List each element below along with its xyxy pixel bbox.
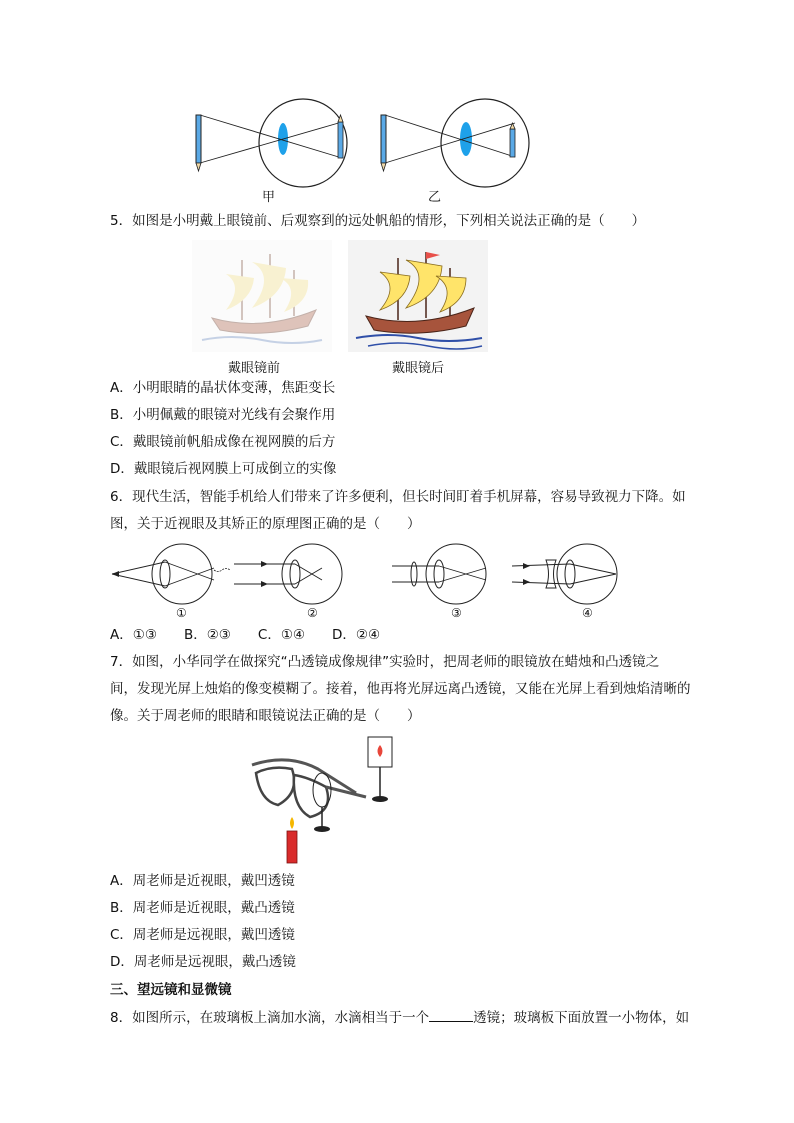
q6-stem-line1: 6．现代生活，智能手机给人们带来了许多便利，但长时间盯着手机屏幕，容易导致视力下降。如 [110,489,686,505]
q6-stem-line2: 图，关于近视眼及其矫正的原理图正确的是（ ） [110,516,421,532]
q7-option-a: A．周老师是近视眼，戴凹透镜 [110,873,295,889]
vision-diagrams [110,540,640,610]
q8-stem [110,1008,689,1028]
eye-b-label: 乙 [428,190,442,205]
diagram-label-4: ④ [582,606,593,620]
section-title: 三、望远镜和显微镜 [110,982,232,998]
ship-before-caption: 戴眼镜前 [228,361,281,376]
q6-options: A．①③ B．②③ C．①④ D．②④ [110,627,381,643]
q7-option-d: D．周老师是远视眼，戴凸透镜 [110,954,296,970]
q8-answer-blank[interactable] [429,1009,473,1022]
diagram-label-3: ③ [451,606,462,620]
q7-option-b: B．周老师是近视眼，戴凸透镜 [110,900,295,916]
diagram-label-2: ② [307,606,318,620]
diagram-label-1: ① [176,606,187,620]
q5-option-a: A．小明眼睛的晶状体变薄，焦距变长 [110,380,336,396]
eye-diagram-jia [190,95,370,195]
q5-option-d: D．戴眼镜后视网膜上可成倒立的实像 [110,461,337,477]
q7-option-c: C．周老师是远视眼，戴凹透镜 [110,927,295,943]
q7-stem-line1: 7．如图，小华同学在做探究“凸透镜成像规律”实验时，把周老师的眼镜放在蜡烛和凸透镜之 [110,654,660,670]
q5-option-c: C．戴眼镜前帆船成像在视网膜的后方 [110,434,336,450]
q7-stem-line3: 像。关于周老师的眼睛和眼镜说法正确的是（ ） [110,708,421,724]
q8-stem-part2: 透镜；玻璃板下面放置一小物体，如 [473,1010,690,1026]
eye-a-label: 甲 [262,190,276,205]
eye-diagram-yi [375,95,555,195]
q8-stem-part1: 8．如图所示，在玻璃板上滴加水滴，水滴相当于一个 [110,1010,430,1026]
q5-stem: 5．如图是小明戴上眼镜前、后观察到的远处帆船的情形，下列相关说法正确的是（ ） [110,213,646,229]
ship-before-image [192,240,332,352]
q5-option-b: B．小明佩戴的眼镜对光线有会聚作用 [110,407,336,423]
ship-after-image [348,240,488,352]
ship-after-caption: 戴眼镜后 [392,361,445,376]
glasses-candle-screen-image [248,735,418,865]
q7-stem-line2: 间，发现光屏上烛焰的像变模糊了。接着，他再将光屏远离凸透镜，又能在光屏上看到烛焰清晰的 [110,681,691,697]
